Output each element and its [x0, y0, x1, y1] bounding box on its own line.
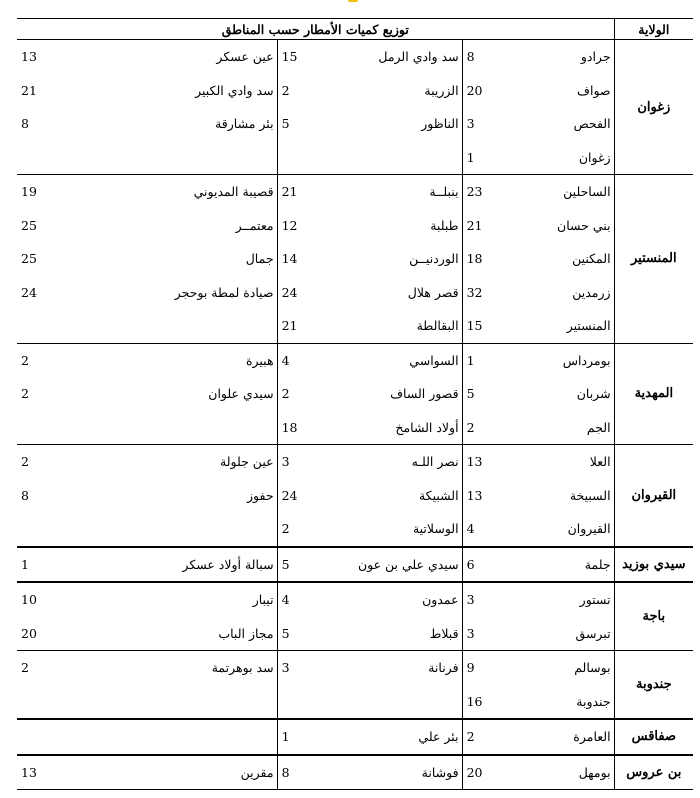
rainfall-value: 2: [462, 719, 514, 755]
area-name: صواف: [577, 82, 611, 98]
rainfall-value: 15: [462, 309, 514, 343]
governorate-cell: صفاقس: [614, 719, 693, 755]
area-name: سد وادي الكبير: [149, 74, 277, 108]
rainfall-value: 8: [21, 487, 29, 503]
area-name: عمدون: [337, 582, 462, 617]
area-name: زرمدين: [572, 284, 611, 300]
table-row: [17, 411, 693, 445]
rainfall-value: 1: [277, 719, 337, 755]
area-name: قصور الساف: [337, 377, 462, 411]
area-name: [149, 411, 277, 445]
area-name: قصيبة المديوني: [149, 175, 277, 209]
rainfall-value: 24: [281, 487, 298, 503]
area-name: جمال: [149, 242, 277, 276]
area-name: جلمة: [514, 547, 614, 583]
area-name: الساحلين: [514, 175, 614, 209]
rainfall-value: 4: [277, 582, 337, 617]
rainfall-value: 1: [17, 547, 149, 583]
area-name: عين عسكر: [149, 40, 277, 74]
rainfall-value: [17, 309, 149, 343]
table-row: [17, 74, 693, 108]
rainfall-value: [277, 141, 337, 175]
area-name: الفحص: [573, 116, 611, 132]
rainfall-value: 3: [462, 582, 514, 617]
table-row: [17, 107, 693, 141]
table-row: [17, 617, 693, 651]
table-row: [17, 209, 693, 243]
rainfall-value: 23: [462, 175, 514, 209]
area-name: بنبلــة: [337, 175, 462, 209]
rainfall-value: 25: [21, 251, 37, 267]
table-header: [17, 19, 693, 40]
governorate-header: الولاية: [614, 19, 693, 40]
rainfall-value: 10: [17, 582, 149, 617]
rainfall-value: 20: [17, 617, 149, 651]
rainfall-value: 6: [462, 547, 514, 583]
governorate-cell: زغوان: [614, 40, 693, 175]
area-name: السواسي: [337, 343, 462, 377]
governorate-cell: القيروان: [614, 445, 693, 547]
area-name: سيدي علي بن عون: [337, 547, 462, 583]
rainfall-value: 21: [466, 217, 483, 233]
table-row: [17, 547, 693, 583]
table-row: [17, 40, 693, 74]
rainfall-value: 8: [462, 40, 514, 74]
rainfall-value: 16: [462, 685, 514, 720]
rainfall-value: 2: [21, 386, 29, 402]
rainfall-value: 5: [277, 547, 337, 583]
area-name: فوشانة: [337, 755, 462, 790]
rainfall-value: 20: [462, 755, 514, 790]
governorate-cell: المهدية: [614, 343, 693, 445]
table-row: [17, 445, 693, 479]
rainfall-value: 3: [277, 651, 337, 685]
rainfall-value: 2: [281, 386, 290, 402]
area-name: الوردنيــن: [337, 242, 462, 276]
area-name: جندوبة: [514, 685, 614, 720]
rainfall-value: 1: [462, 141, 514, 175]
area-name: بومهل: [514, 755, 614, 790]
table-row: [17, 685, 693, 720]
area-name: جرادو: [514, 40, 614, 74]
table-row: [17, 276, 693, 310]
rainfall-value: 2: [17, 343, 149, 377]
table-row: [17, 242, 693, 276]
rainfall-value: 4: [277, 343, 337, 377]
area-name: الناظور: [337, 107, 462, 141]
area-name: بوسالم: [514, 651, 614, 685]
rainfall-value: 13: [466, 487, 483, 503]
rainfall-value: 12: [281, 217, 298, 233]
area-name: سبالة أولاد عسكر: [149, 547, 277, 583]
area-name: طبلبة: [337, 209, 462, 243]
rainfall-value: 1: [462, 343, 514, 377]
area-name: العلا: [514, 445, 614, 479]
area-name: سيدي علوان: [149, 377, 277, 411]
rainfall-value: 20: [466, 82, 483, 98]
rainfall-value: 24: [281, 284, 298, 300]
rainfall-value: 19: [17, 175, 149, 209]
rainfall-value: 24: [21, 284, 37, 300]
table-title: توزيع كميات الأمطار حسب المناطق: [17, 19, 614, 40]
rainfall-value: 15: [277, 40, 337, 74]
rainfall-value: 21: [21, 82, 37, 98]
governorate-cell: جندوبة: [614, 651, 693, 720]
rainfall-value: [17, 719, 149, 755]
table-row: [17, 755, 693, 790]
rainfall-table: [17, 18, 693, 790]
table-row: [17, 719, 693, 755]
table-row: [17, 309, 693, 343]
area-name: بئر مشارقة: [149, 107, 277, 141]
area-name: قصر هلال: [337, 276, 462, 310]
area-name: بئر علي: [337, 719, 462, 755]
table-row: [17, 651, 693, 685]
area-name: القيروان: [514, 512, 614, 547]
area-name: البقالطة: [337, 309, 462, 343]
governorate-cell: سيدي بوزيد: [614, 547, 693, 583]
rainfall-value: 13: [462, 445, 514, 479]
rainfall-value: 2: [277, 512, 337, 547]
rainfall-value: 13: [17, 40, 149, 74]
rainfall-value: 32: [466, 284, 483, 300]
area-name: حفوز: [149, 479, 277, 513]
governorate-cell: بن عروس: [614, 755, 693, 790]
rainfall-value: 21: [277, 309, 337, 343]
area-name: الوسلاتية: [337, 512, 462, 547]
rainfall-value: 2: [17, 445, 149, 479]
area-name: تبرسق: [514, 617, 614, 651]
area-name: السبيخة: [569, 487, 611, 503]
rainfall-value: 18: [277, 411, 337, 445]
rainfall-value: [17, 685, 149, 720]
area-name: نصر اللـه: [337, 445, 462, 479]
rainfall-value: 2: [281, 82, 290, 98]
cropped-highlight-mark: [348, 0, 358, 2]
table-row: [17, 377, 693, 411]
table-row: [17, 141, 693, 175]
rainfall-value: 4: [462, 512, 514, 547]
governorate-cell: المنستير: [614, 175, 693, 344]
rainfall-value: 3: [277, 445, 337, 479]
rainfall-value: 5: [466, 386, 475, 402]
rainfall-value: 2: [462, 411, 514, 445]
rainfall-value: 3: [466, 116, 475, 132]
area-name: [149, 719, 277, 755]
table-row: [17, 512, 693, 547]
rainfall-value: 3: [462, 617, 514, 651]
area-name: تيبار: [149, 582, 277, 617]
area-name: مقرين: [149, 755, 277, 790]
rainfall-value: [17, 411, 149, 445]
area-name: سد وادي الرمل: [337, 40, 462, 74]
area-name: الشبيكة: [337, 479, 462, 513]
area-name: [149, 512, 277, 547]
rainfall-value: [17, 512, 149, 547]
area-name: الجم: [514, 411, 614, 445]
governorate-cell: باجة: [614, 582, 693, 651]
area-name: بومرداس: [514, 343, 614, 377]
area-name: [149, 309, 277, 343]
rainfall-value: [17, 141, 149, 175]
rainfall-value: 13: [17, 755, 149, 790]
area-name: المكنين: [572, 251, 611, 267]
rainfall-value: 5: [281, 116, 290, 132]
rainfall-value: 25: [21, 217, 37, 233]
area-name: فرنانة: [337, 651, 462, 685]
area-name: الزريبة: [337, 74, 462, 108]
area-name: صيادة لمطة بوحجر: [149, 276, 277, 310]
area-name: زغوان: [514, 141, 614, 175]
table-row: [17, 175, 693, 209]
area-name: تستور: [514, 582, 614, 617]
cropped-header-fragment: [0, 0, 700, 14]
table-row: [17, 343, 693, 377]
area-name: عين جلولة: [149, 445, 277, 479]
area-name: هبيرة: [149, 343, 277, 377]
area-name: مجاز الباب: [149, 617, 277, 651]
rainfall-value: [277, 685, 337, 720]
rainfall-value: 21: [277, 175, 337, 209]
area-name: بني حسان: [557, 217, 611, 233]
table-row: [17, 582, 693, 617]
rainfall-value: 8: [21, 116, 29, 132]
table-row: [17, 479, 693, 513]
area-name: سد بوهرتمة: [149, 651, 277, 685]
area-name: [337, 685, 462, 720]
area-name: قبلاط: [337, 617, 462, 651]
rainfall-value: 18: [466, 251, 483, 267]
area-name: المنستير: [514, 309, 614, 343]
rainfall-value: 9: [462, 651, 514, 685]
area-name: شربان: [576, 386, 611, 402]
rainfall-value: 14: [281, 251, 298, 267]
rainfall-value: 2: [17, 651, 149, 685]
area-name: [337, 141, 462, 175]
area-name: [149, 685, 277, 720]
rainfall-value: 8: [277, 755, 337, 790]
area-name: العامرة: [514, 719, 614, 755]
rainfall-value: 5: [277, 617, 337, 651]
area-name: [149, 141, 277, 175]
area-name: معتمــر: [149, 209, 277, 243]
area-name: أولاد الشامخ: [337, 411, 462, 445]
